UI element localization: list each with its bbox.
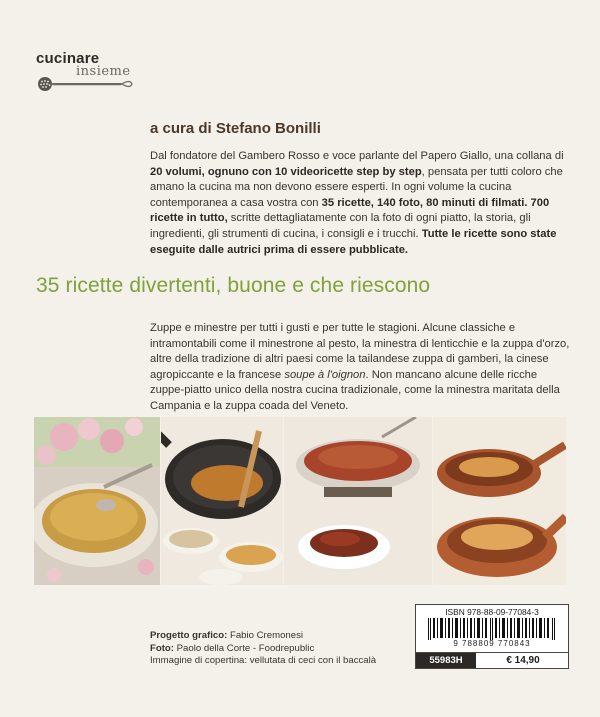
credit-photo (150, 643, 376, 656)
price-row (416, 652, 568, 668)
intro-paragraph (150, 149, 570, 258)
skimmer-icon (36, 76, 136, 92)
logo-line1: cucinare (36, 50, 100, 67)
photo-pasta-soup (34, 417, 160, 585)
intro-text-2: , pensata per tutti coloro che amano la cucina ma non devono essere esperti. In ogni volume la cucina contemporanea a casa vostra con (150, 165, 563, 209)
intro-text-3: scritte dettagliatamente con la foto di ogni piatto, la storia, gli ingredienti, gli strumenti di cucina, i consigli e i trucchi. (150, 212, 531, 240)
headline: 35 ricette divertenti, buone e che riescono (36, 274, 431, 297)
credit-photo-value: Paolo della Corte - Foodrepublic (173, 642, 315, 654)
intro-bold-2: 35 ricette, 140 foto, 80 minuti di filmati. 700 ricette in tutto, (150, 196, 550, 225)
barcode-box (415, 604, 569, 669)
author-line: a cura di Stefano Bonilli (150, 120, 321, 137)
photo-tureen-soup (284, 417, 432, 585)
credit-photo-label: Foto: (150, 642, 174, 654)
food-photo-strip (34, 417, 566, 585)
credit-design-value: Fabio Cremonesi (227, 630, 304, 641)
product-code: 55983H (416, 653, 476, 668)
series-logo (36, 50, 146, 94)
ean-digits: 9 788809 770843 (453, 639, 531, 648)
price: € 14,90 (506, 655, 540, 666)
description-italic: soupe à l'oignon (284, 368, 366, 381)
description-text-1: Zuppe e minestre per tutti i gusti e per tutte le stagioni. Alcune classiche e intramontabili come il minestrone al pesto, la minestra di lenticchie e la zuppa d'orzo, altre della tradizione di altri paesi come la tailandese zuppa di gamberi, la cinese agropiccante e la francese (150, 322, 570, 381)
photo-wok-soup (161, 417, 283, 585)
photo-onion-soup (433, 417, 566, 585)
credit-design (150, 630, 376, 643)
intro-bold-1: 20 volumi, ognuno con 10 videoricette step by step (150, 165, 422, 178)
intro-text-1: Dal fondatore del Gambero Rosso e voce parlante del Papero Giallo, una collana di (150, 150, 564, 162)
isbn-text: ISBN 978-88-09-77084-3 (445, 607, 539, 617)
logo-line2: insieme (76, 64, 131, 79)
description-text-2: . Non mancano alcune delle ricche zuppe-piatto unico della nostra cucina tradizionale, come la minestra maritata della Campania e la zuppa coada del Veneto. (150, 368, 560, 412)
description-paragraph (150, 321, 570, 415)
intro-bold-3: Tutte le ricette sono state eseguite dalle autrici prima di essere pubblicate. (150, 227, 557, 256)
barcode-icon (426, 618, 558, 640)
credit-design-label: Progetto grafico: (150, 630, 228, 641)
credits (150, 630, 376, 668)
credit-cover: Immagine di copertina: vellutata di ceci con il baccalà (150, 655, 377, 667)
